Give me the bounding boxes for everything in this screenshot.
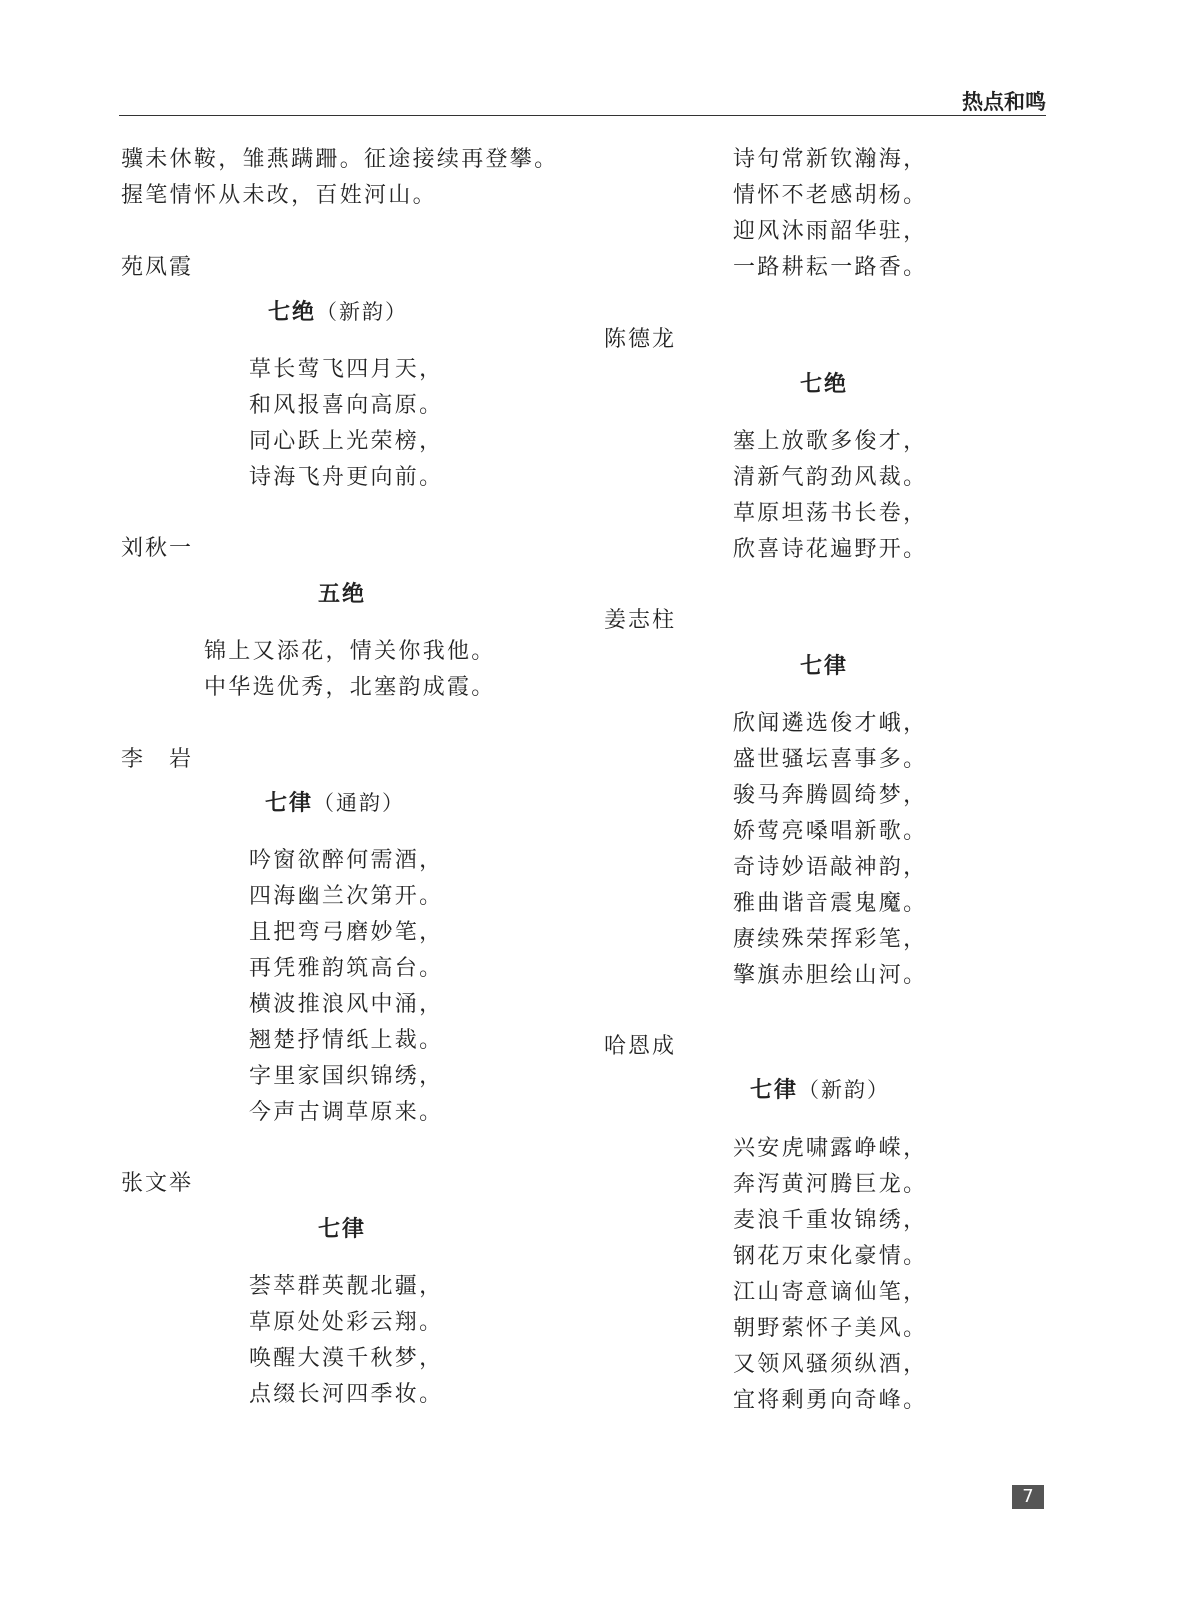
poem-line: 奇诗妙语敲神韵， <box>733 855 928 880</box>
poem-line: 塞上放歌多俊才， <box>733 429 928 454</box>
poem-author: 姜志柱 <box>604 608 677 633</box>
poem-line: 中华选优秀，北塞韵成霞。 <box>204 675 496 700</box>
continuation-line: 情怀不老感胡杨。 <box>733 183 928 208</box>
poem-line: 翘楚抒情纸上裁。 <box>249 1028 444 1053</box>
poem-line: 雅曲谐音震鬼魔。 <box>733 891 928 916</box>
poem-line: 字里家国织锦绣， <box>249 1064 444 1089</box>
continuation-line: 迎风沐雨韶华驻， <box>733 219 928 244</box>
poem-title <box>800 369 848 401</box>
poem-title <box>265 788 405 820</box>
intro-line: 握笔情怀从未改，百姓河山。 <box>121 183 437 208</box>
poem-line: 又领风骚须纵酒， <box>733 1352 928 1377</box>
poem-title-text: 五绝 <box>318 582 367 607</box>
poem-line: 盛世骚坛喜事多。 <box>733 747 928 772</box>
header-rule <box>119 115 1046 116</box>
section-title: 热点和鸣 <box>962 90 1046 114</box>
poem-title-note: （通韵） <box>313 791 406 815</box>
poem-title-text: 七绝 <box>268 300 317 325</box>
poem-line: 欣闻遴选俊才峨， <box>733 711 928 736</box>
poem-line: 江山寄意谪仙笔， <box>733 1280 928 1305</box>
poem-line: 吟窗欲醉何需酒， <box>249 848 444 873</box>
poem-line: 钢花万束化豪情。 <box>733 1244 928 1269</box>
poem-title-note: （新韵） <box>798 1078 891 1102</box>
poem-line: 今声古调草原来。 <box>249 1100 444 1125</box>
poem-line: 且把弯弓磨妙笔， <box>249 920 444 945</box>
poem-line: 草长莺飞四月天， <box>249 357 444 382</box>
page-number: 7 <box>1012 1485 1044 1509</box>
intro-line: 骥未休鞍，雏燕蹒跚。征途接续再登攀。 <box>121 147 559 172</box>
poem-line: 娇莺亮嗓唱新歌。 <box>733 819 928 844</box>
poem-author: 李 岩 <box>121 747 194 772</box>
poem-line: 唤醒大漠千秋梦， <box>249 1346 444 1371</box>
poem-line: 横波推浪风中涌， <box>249 992 444 1017</box>
poem-author: 陈德龙 <box>604 327 677 352</box>
poem-title-text: 七律 <box>800 654 849 679</box>
poem-line: 清新气韵劲风裁。 <box>733 465 928 490</box>
poem-title <box>318 1214 366 1246</box>
poem-line: 麦浪千重妆锦绣， <box>733 1208 928 1233</box>
poem-line: 点缀长河四季妆。 <box>249 1382 444 1407</box>
poem-line: 欣喜诗花遍野开。 <box>733 537 928 562</box>
poem-line: 赓续殊荣挥彩笔， <box>733 927 928 952</box>
poem-line: 草原处处彩云翔。 <box>249 1310 444 1335</box>
poem-line: 奔泻黄河腾巨龙。 <box>733 1172 928 1197</box>
poem-line: 四海幽兰次第开。 <box>249 884 444 909</box>
poem-line: 诗海飞舟更向前。 <box>249 465 444 490</box>
poem-line: 锦上又添花，情关你我他。 <box>204 639 496 664</box>
continuation-line: 一路耕耘一路香。 <box>733 255 928 280</box>
poem-line: 擎旗赤胆绘山河。 <box>733 963 928 988</box>
poem-title <box>800 651 848 683</box>
poem-title-text: 七律 <box>750 1078 799 1103</box>
poem-line: 草原坦荡书长卷， <box>733 501 928 526</box>
poem-line: 朝野萦怀子美风。 <box>733 1316 928 1341</box>
poem-author: 苑凤霞 <box>121 255 194 280</box>
poem-line: 再凭雅韵筑高台。 <box>249 956 444 981</box>
poem-title <box>318 579 366 611</box>
poem-title-text: 七绝 <box>800 372 849 397</box>
poem-title-text: 七律 <box>318 1217 367 1242</box>
poem-line: 荟萃群英靓北疆， <box>249 1274 444 1299</box>
poem-line: 骏马奔腾圆绮梦， <box>733 783 928 808</box>
poem-author: 张文举 <box>121 1171 194 1196</box>
poem-title <box>268 297 408 329</box>
poem-line: 宜将剩勇向奇峰。 <box>733 1388 928 1413</box>
poem-title-text: 七律 <box>265 791 314 816</box>
poem-author: 刘秋一 <box>121 536 194 561</box>
poem-title <box>750 1075 890 1107</box>
poem-line: 和风报喜向高原。 <box>249 393 444 418</box>
poem-line: 兴安虎啸露峥嵘， <box>733 1136 928 1161</box>
continuation-line: 诗句常新钦瀚海， <box>733 147 928 172</box>
poem-author: 哈恩成 <box>604 1034 677 1059</box>
poem-title-note: （新韵） <box>316 300 409 324</box>
poem-line: 同心跃上光荣榜， <box>249 429 444 454</box>
